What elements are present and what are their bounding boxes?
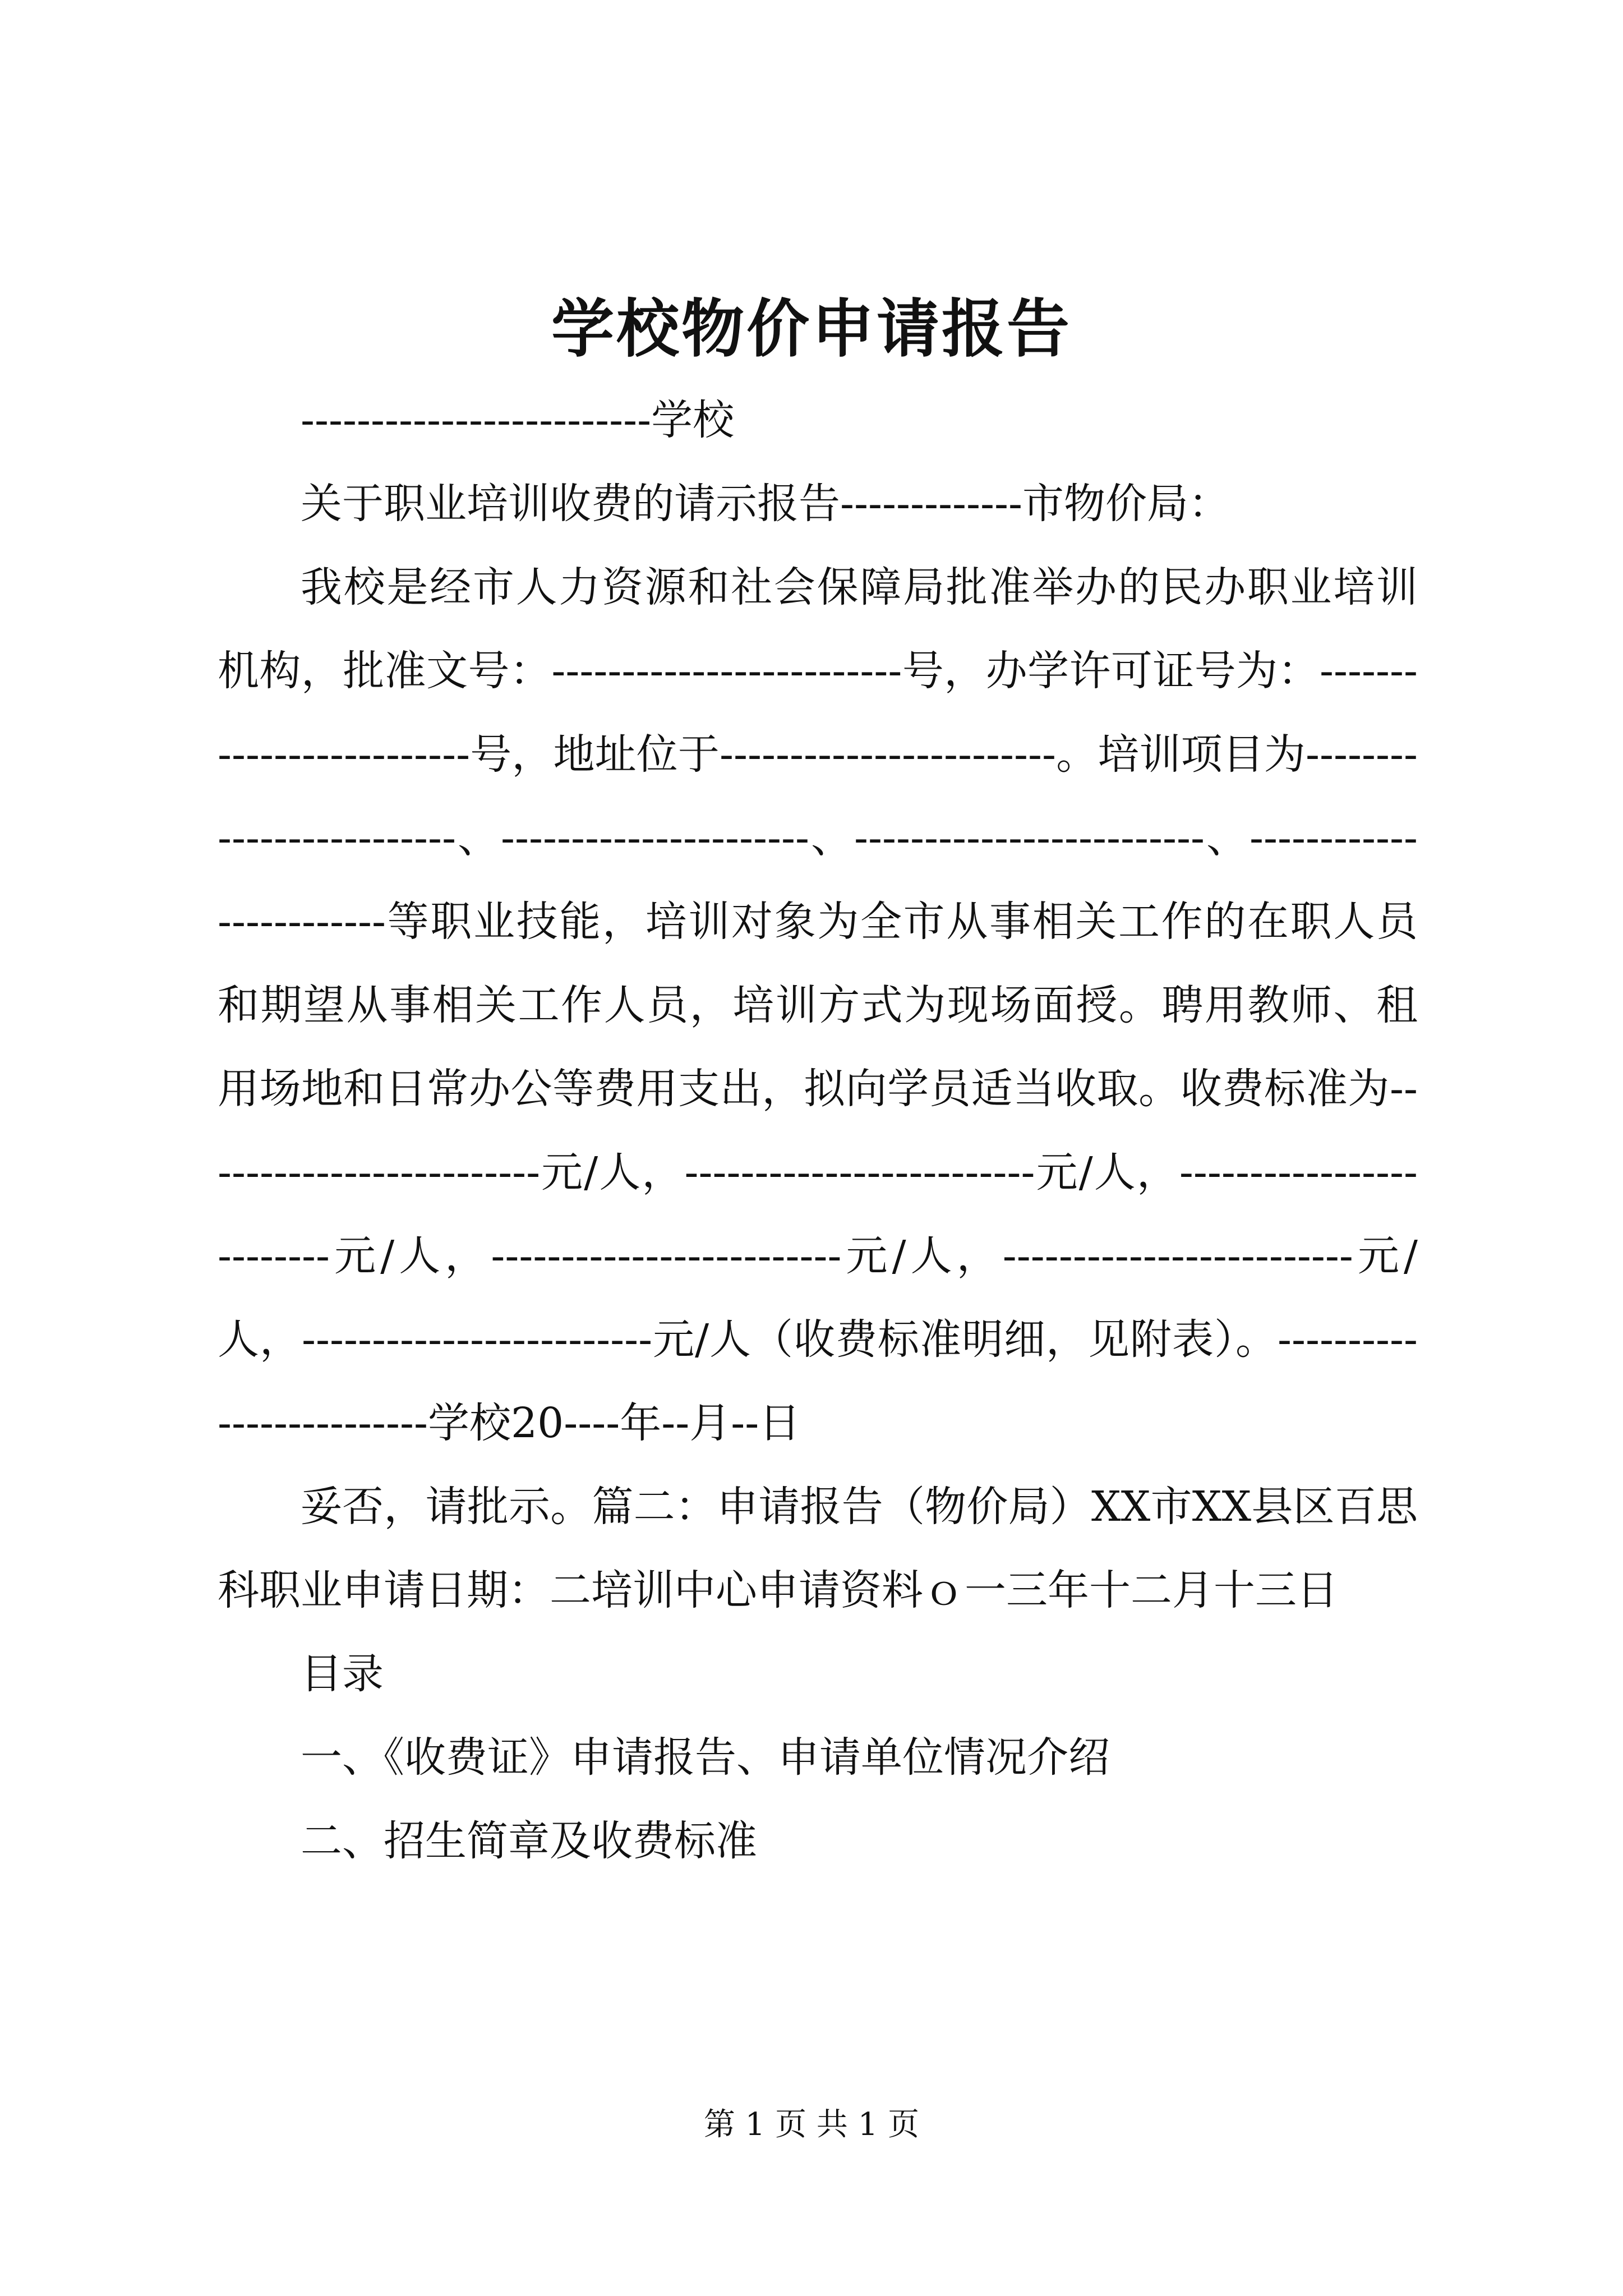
paragraph-toc-heading: 目录 (301, 1650, 384, 1698)
paragraph-toc-item-2: 二、招生简章及收费标准 (301, 1817, 757, 1865)
document-body (218, 379, 1418, 1883)
document-title: 学校物价申请报告 (551, 292, 1072, 366)
page-footer: 第 1 页 共 1 页 (703, 2106, 920, 2143)
paragraph-toc-item-1: 一、《收费证》申请报告、申请单位情况介绍 (301, 1733, 1110, 1782)
paragraph-approval-request: 妥否，请批示。篇二：申请报告（物价局）XX市XX县区百思科职业申请日期：二培训中心申请资料ｏ一三年十二月十三日 (218, 1483, 1418, 1614)
paragraph-school-name: -------------------------学校 (301, 396, 735, 444)
paragraph-main-body: 我校是经市人力资源和社会保障局批准举办的民办职业培训机构，批准文号：-------------------------号，办学许可证号为：-------------------------号，地址位于------------------------。培训项目为-------------------------、----------------------、-------------------------、------------------------等职业技能，培训对象为全市从事相关工作的在职人员和期望从事相关工作人员，培训方式为现场面授。聘用教师、租用场地和日常办公等费用支出，拟向学员适当收取。收费标准为-------------------------元/人，-------------------------元/人，-------------------------元/人，-------------------------元/人，-------------------------元/人，-------------------------元/人（收费标准明细，见附表）。-------------------------学校20----年--月--日 (218, 563, 1418, 1447)
paragraph-request-heading: 关于职业培训收费的请示报告-------------市物价局： (301, 480, 1230, 528)
